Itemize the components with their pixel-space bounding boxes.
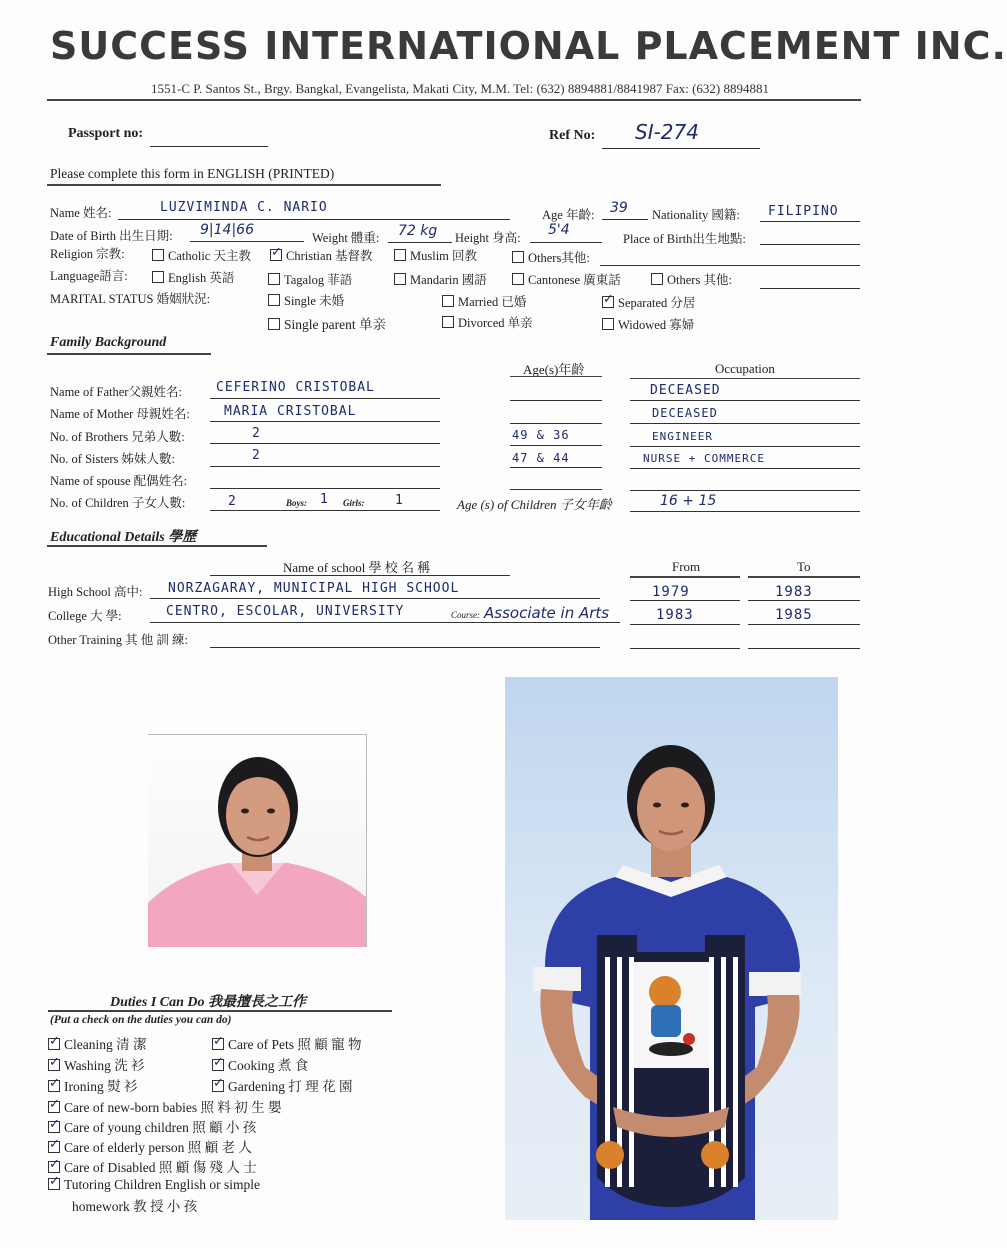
education-section-title: Educational Details 學歷 bbox=[50, 530, 197, 545]
children-value[interactable]: 2 bbox=[228, 494, 237, 509]
nationality-label: Nationality 國籍: bbox=[652, 208, 740, 222]
checkbox-checked-icon[interactable] bbox=[602, 296, 614, 308]
sisters-occ-line bbox=[630, 468, 860, 469]
father-line bbox=[210, 398, 440, 399]
duties-subtitle: (Put a check on the duties you can do) bbox=[50, 1014, 232, 1026]
full-body-photo bbox=[505, 677, 838, 1220]
college-from[interactable]: 1983 bbox=[656, 607, 694, 623]
checkbox-checked-icon[interactable] bbox=[48, 1038, 60, 1050]
children-line bbox=[210, 510, 440, 511]
highschool-to-line bbox=[748, 600, 860, 601]
sisters-value[interactable]: 2 bbox=[252, 448, 261, 463]
brothers-occ-line bbox=[630, 446, 860, 447]
language-others-line bbox=[760, 288, 860, 289]
checkbox-checked-icon[interactable] bbox=[48, 1101, 60, 1113]
religion-muslim[interactable]: Muslim 回教 bbox=[394, 246, 477, 264]
checkbox-checked-icon[interactable] bbox=[48, 1121, 60, 1133]
duty-gardening[interactable]: ✓ Gardening 打 理 花 園 bbox=[212, 1075, 352, 1095]
headshot-photo bbox=[148, 734, 367, 947]
father-occupation[interactable]: DECEASED bbox=[650, 383, 721, 398]
family-section-title: Family Background bbox=[50, 335, 167, 350]
mother-value[interactable]: MARIA CRISTOBAL bbox=[224, 404, 357, 419]
checkbox-checked-icon[interactable] bbox=[48, 1080, 60, 1092]
height-value[interactable]: 5'4 bbox=[548, 222, 570, 238]
course-label: Course: bbox=[451, 610, 480, 620]
mother-age-line bbox=[510, 423, 602, 424]
religion-others[interactable]: Others其他: bbox=[512, 248, 590, 266]
language-cantonese[interactable]: Cantonese 廣東話 bbox=[512, 270, 621, 288]
children-age-label: Age (s) of Children 子女年齡 bbox=[457, 497, 612, 512]
name-line bbox=[118, 219, 510, 220]
spouse-occ-line bbox=[630, 490, 860, 491]
duty-tutoring-continued: homework 教 授 小 孩 bbox=[72, 1199, 198, 1214]
to-header: To bbox=[797, 559, 811, 574]
height-line bbox=[530, 242, 602, 243]
college-line bbox=[150, 622, 620, 623]
instruction-text: Please complete this form in ENGLISH (PRINTED) bbox=[50, 166, 335, 181]
sisters-occupation[interactable]: NURSE + COMMERCE bbox=[643, 452, 765, 465]
pob-line bbox=[760, 244, 860, 245]
occupation-header: Occupation bbox=[715, 361, 775, 376]
age-header: Age(s)年齡 bbox=[523, 362, 585, 377]
from-header: From bbox=[672, 559, 701, 574]
checkbox-icon[interactable] bbox=[602, 318, 614, 330]
mother-occupation[interactable]: DECEASED bbox=[652, 406, 718, 420]
weight-label: Weight 體重: bbox=[312, 231, 380, 245]
brothers-value[interactable]: 2 bbox=[252, 426, 261, 441]
name-value[interactable]: LUZVIMINDA C. NARIO bbox=[160, 200, 328, 215]
highschool-label: High School 高中: bbox=[48, 585, 143, 599]
duty-cleaning[interactable]: ✓Cleaning 清 潔 bbox=[48, 1033, 147, 1053]
full-body-illustration bbox=[505, 677, 838, 1220]
sisters-age[interactable]: 47 & 44 bbox=[512, 451, 570, 465]
marital-separated[interactable]: ✓ Separated 分居 bbox=[602, 293, 695, 311]
weight-line bbox=[388, 242, 452, 243]
highschool-line bbox=[150, 598, 600, 599]
religion-catholic[interactable]: Catholic 天主教 bbox=[152, 246, 251, 264]
children-label: No. of Children 子女人數: bbox=[50, 496, 186, 510]
dob-value[interactable]: 9|14|66 bbox=[200, 222, 254, 238]
checkbox-icon[interactable] bbox=[442, 295, 454, 307]
other-from-line bbox=[630, 648, 740, 649]
family-rule bbox=[47, 353, 211, 355]
pob-label: Place of Birth出生地點: bbox=[623, 232, 746, 246]
checkbox-icon[interactable] bbox=[268, 273, 280, 285]
name-label: Name 姓名: bbox=[50, 206, 112, 220]
weight-value[interactable]: 72 kg bbox=[398, 223, 438, 239]
checkbox-icon[interactable] bbox=[268, 318, 280, 330]
boys-label: Boys: bbox=[286, 498, 307, 508]
headshot-illustration bbox=[148, 735, 366, 947]
language-tagalog[interactable]: Tagalog 菲語 bbox=[268, 270, 352, 288]
mother-label: Name of Mother 母親姓名: bbox=[50, 407, 190, 421]
school-header: Name of school 學 校 名 稱 bbox=[283, 560, 431, 575]
checkbox-icon[interactable] bbox=[394, 249, 406, 261]
duty-tutoring[interactable]: ✓Tutoring Children English or simple bbox=[48, 1177, 260, 1193]
ref-label: Ref No: bbox=[549, 128, 596, 143]
company-title: SUCCESS INTERNATIONAL PLACEMENT INC. bbox=[50, 24, 1007, 68]
company-address: 1551-C P. Santos St., Brgy. Bangkal, Evangelista, Makati City, M.M. Tel: (632) 8894881/8841987 Fax: (632) 8894881 bbox=[150, 81, 769, 96]
checkbox-icon[interactable] bbox=[152, 249, 164, 261]
ref-value[interactable]: SI-274 bbox=[635, 120, 699, 144]
marital-single[interactable]: Single 未婚 bbox=[268, 291, 344, 309]
duty-ironing[interactable]: ✓Ironing 熨 衫 bbox=[48, 1075, 138, 1095]
religion-christian[interactable]: ✓ Christian 基督教 bbox=[270, 246, 372, 264]
checkbox-icon[interactable] bbox=[651, 273, 663, 285]
checkbox-checked-icon[interactable] bbox=[212, 1038, 224, 1050]
duty-care-of-pets[interactable]: ✓ Care of Pets 照 顧 寵 物 bbox=[212, 1033, 361, 1053]
college-to[interactable]: 1985 bbox=[775, 607, 813, 623]
spouse-line bbox=[210, 488, 440, 489]
boys-value[interactable]: 1 bbox=[320, 492, 329, 507]
girls-label: Girls: bbox=[343, 498, 365, 508]
to-header-rule bbox=[748, 576, 860, 578]
checkbox-checked-icon[interactable] bbox=[270, 249, 282, 261]
occupation-header-rule bbox=[630, 378, 860, 379]
highschool-to[interactable]: 1983 bbox=[775, 584, 813, 600]
duty-disabled[interactable]: ✓Care of Disabled 照 顧 傷 殘 人 士 bbox=[48, 1156, 257, 1176]
highschool-from[interactable]: 1979 bbox=[652, 584, 690, 600]
marital-label: MARITAL STATUS 婚姻狀況: bbox=[50, 292, 211, 306]
mother-line bbox=[210, 421, 440, 422]
checkbox-icon[interactable] bbox=[512, 251, 524, 263]
marital-married[interactable]: Married 已婚 bbox=[442, 292, 526, 310]
college-value[interactable]: CENTRO, ESCOLAR, UNIVERSITY bbox=[166, 604, 405, 619]
duty-washing[interactable]: ✓Washing 洗 衫 bbox=[48, 1054, 145, 1074]
other-training-line bbox=[210, 647, 600, 648]
checkbox-icon[interactable] bbox=[512, 273, 524, 285]
sisters-line bbox=[210, 466, 440, 467]
duty-elderly-person[interactable]: ✓Care of elderly person 照 顧 老 人 bbox=[48, 1136, 252, 1156]
brothers-label: No. of Brothers 兄弟人數: bbox=[50, 430, 185, 444]
religion-others-line bbox=[600, 265, 860, 266]
father-occ-line bbox=[630, 400, 860, 401]
dob-label: Date of Birth 出生日期: bbox=[50, 229, 173, 243]
dob-line bbox=[190, 241, 304, 242]
marital-divorced[interactable]: Divorced 单亲 bbox=[442, 313, 533, 331]
duties-rule bbox=[48, 1010, 392, 1012]
instruction-rule bbox=[47, 184, 441, 186]
children-age-value[interactable]: 16 + 15 bbox=[660, 493, 717, 509]
nationality-value[interactable]: FILIPINO bbox=[768, 204, 839, 219]
duty-young-children[interactable]: ✓Care of young children 照 顧 小 孩 bbox=[48, 1116, 256, 1136]
duties-title: Duties I Can Do 我最擅長之工作 bbox=[110, 995, 307, 1010]
language-label: Language語言: bbox=[50, 269, 128, 283]
age-line bbox=[602, 219, 648, 220]
language-english[interactable]: English 英語 bbox=[152, 268, 234, 286]
duty-new-born-babies[interactable]: ✓Care of new-born babies 照 料 初 生 嬰 bbox=[48, 1096, 281, 1116]
checkbox-icon[interactable] bbox=[152, 271, 164, 283]
passport-label: Passport no: bbox=[68, 126, 144, 141]
height-label: Height 身高: bbox=[455, 231, 521, 245]
college-label: College 大 學: bbox=[48, 609, 122, 623]
header-rule bbox=[47, 99, 861, 101]
spouse-label: Name of spouse 配偶姓名: bbox=[50, 474, 188, 488]
religion-label: Religion 宗教: bbox=[50, 247, 125, 261]
age-header-rule bbox=[510, 376, 602, 377]
checkbox-checked-icon[interactable] bbox=[212, 1059, 224, 1071]
highschool-from-line bbox=[630, 600, 740, 601]
from-header-rule bbox=[630, 576, 740, 578]
marital-widowed[interactable]: Widowed 寡婦 bbox=[602, 315, 694, 333]
children-age-line bbox=[630, 511, 860, 512]
age-value[interactable]: 39 bbox=[610, 200, 628, 216]
sisters-label: No. of Sisters 姊妹人數: bbox=[50, 452, 176, 466]
girls-value[interactable]: 1 bbox=[395, 493, 404, 508]
duty-cooking[interactable]: ✓ Cooking 煮 食 bbox=[212, 1054, 308, 1074]
age-label: Age 年齡: bbox=[542, 208, 595, 222]
other-to-line bbox=[748, 648, 860, 649]
passport-line bbox=[150, 146, 268, 147]
language-mandarin[interactable]: Mandarin 國語 bbox=[394, 270, 487, 288]
highschool-value[interactable]: NORZAGARAY, MUNICIPAL HIGH SCHOOL bbox=[168, 581, 460, 596]
father-value[interactable]: CEFERINO CRISTOBAL bbox=[216, 380, 375, 395]
sisters-age-line bbox=[510, 467, 602, 468]
college-from-line bbox=[630, 624, 740, 625]
spouse-age-line bbox=[510, 489, 602, 490]
father-label: Name of Father父親姓名: bbox=[50, 385, 182, 399]
other-training-label: Other Training 其 他 訓 練: bbox=[48, 633, 188, 647]
marital-single-parent[interactable]: Single parent 单亲 bbox=[268, 313, 386, 333]
course-value[interactable]: Associate in Arts bbox=[484, 604, 610, 622]
school-header-rule bbox=[210, 575, 510, 576]
mother-occ-line bbox=[630, 423, 860, 424]
education-rule bbox=[47, 545, 267, 547]
checkbox-checked-icon[interactable] bbox=[48, 1161, 60, 1173]
college-to-line bbox=[748, 624, 860, 625]
checkbox-icon[interactable] bbox=[268, 294, 280, 306]
checkbox-icon[interactable] bbox=[442, 316, 454, 328]
brothers-line bbox=[210, 443, 440, 444]
father-age-line bbox=[510, 400, 602, 401]
checkbox-checked-icon[interactable] bbox=[212, 1080, 224, 1092]
checkbox-checked-icon[interactable] bbox=[48, 1178, 60, 1190]
ref-line bbox=[602, 148, 760, 149]
language-others[interactable]: Others 其他: bbox=[651, 270, 732, 288]
brothers-occupation[interactable]: ENGINEER bbox=[652, 430, 713, 443]
brothers-age-line bbox=[510, 445, 602, 446]
checkbox-checked-icon[interactable] bbox=[48, 1141, 60, 1153]
checkbox-checked-icon[interactable] bbox=[48, 1059, 60, 1071]
checkbox-icon[interactable] bbox=[394, 273, 406, 285]
nationality-line bbox=[760, 221, 860, 222]
brothers-age[interactable]: 49 & 36 bbox=[512, 428, 570, 442]
